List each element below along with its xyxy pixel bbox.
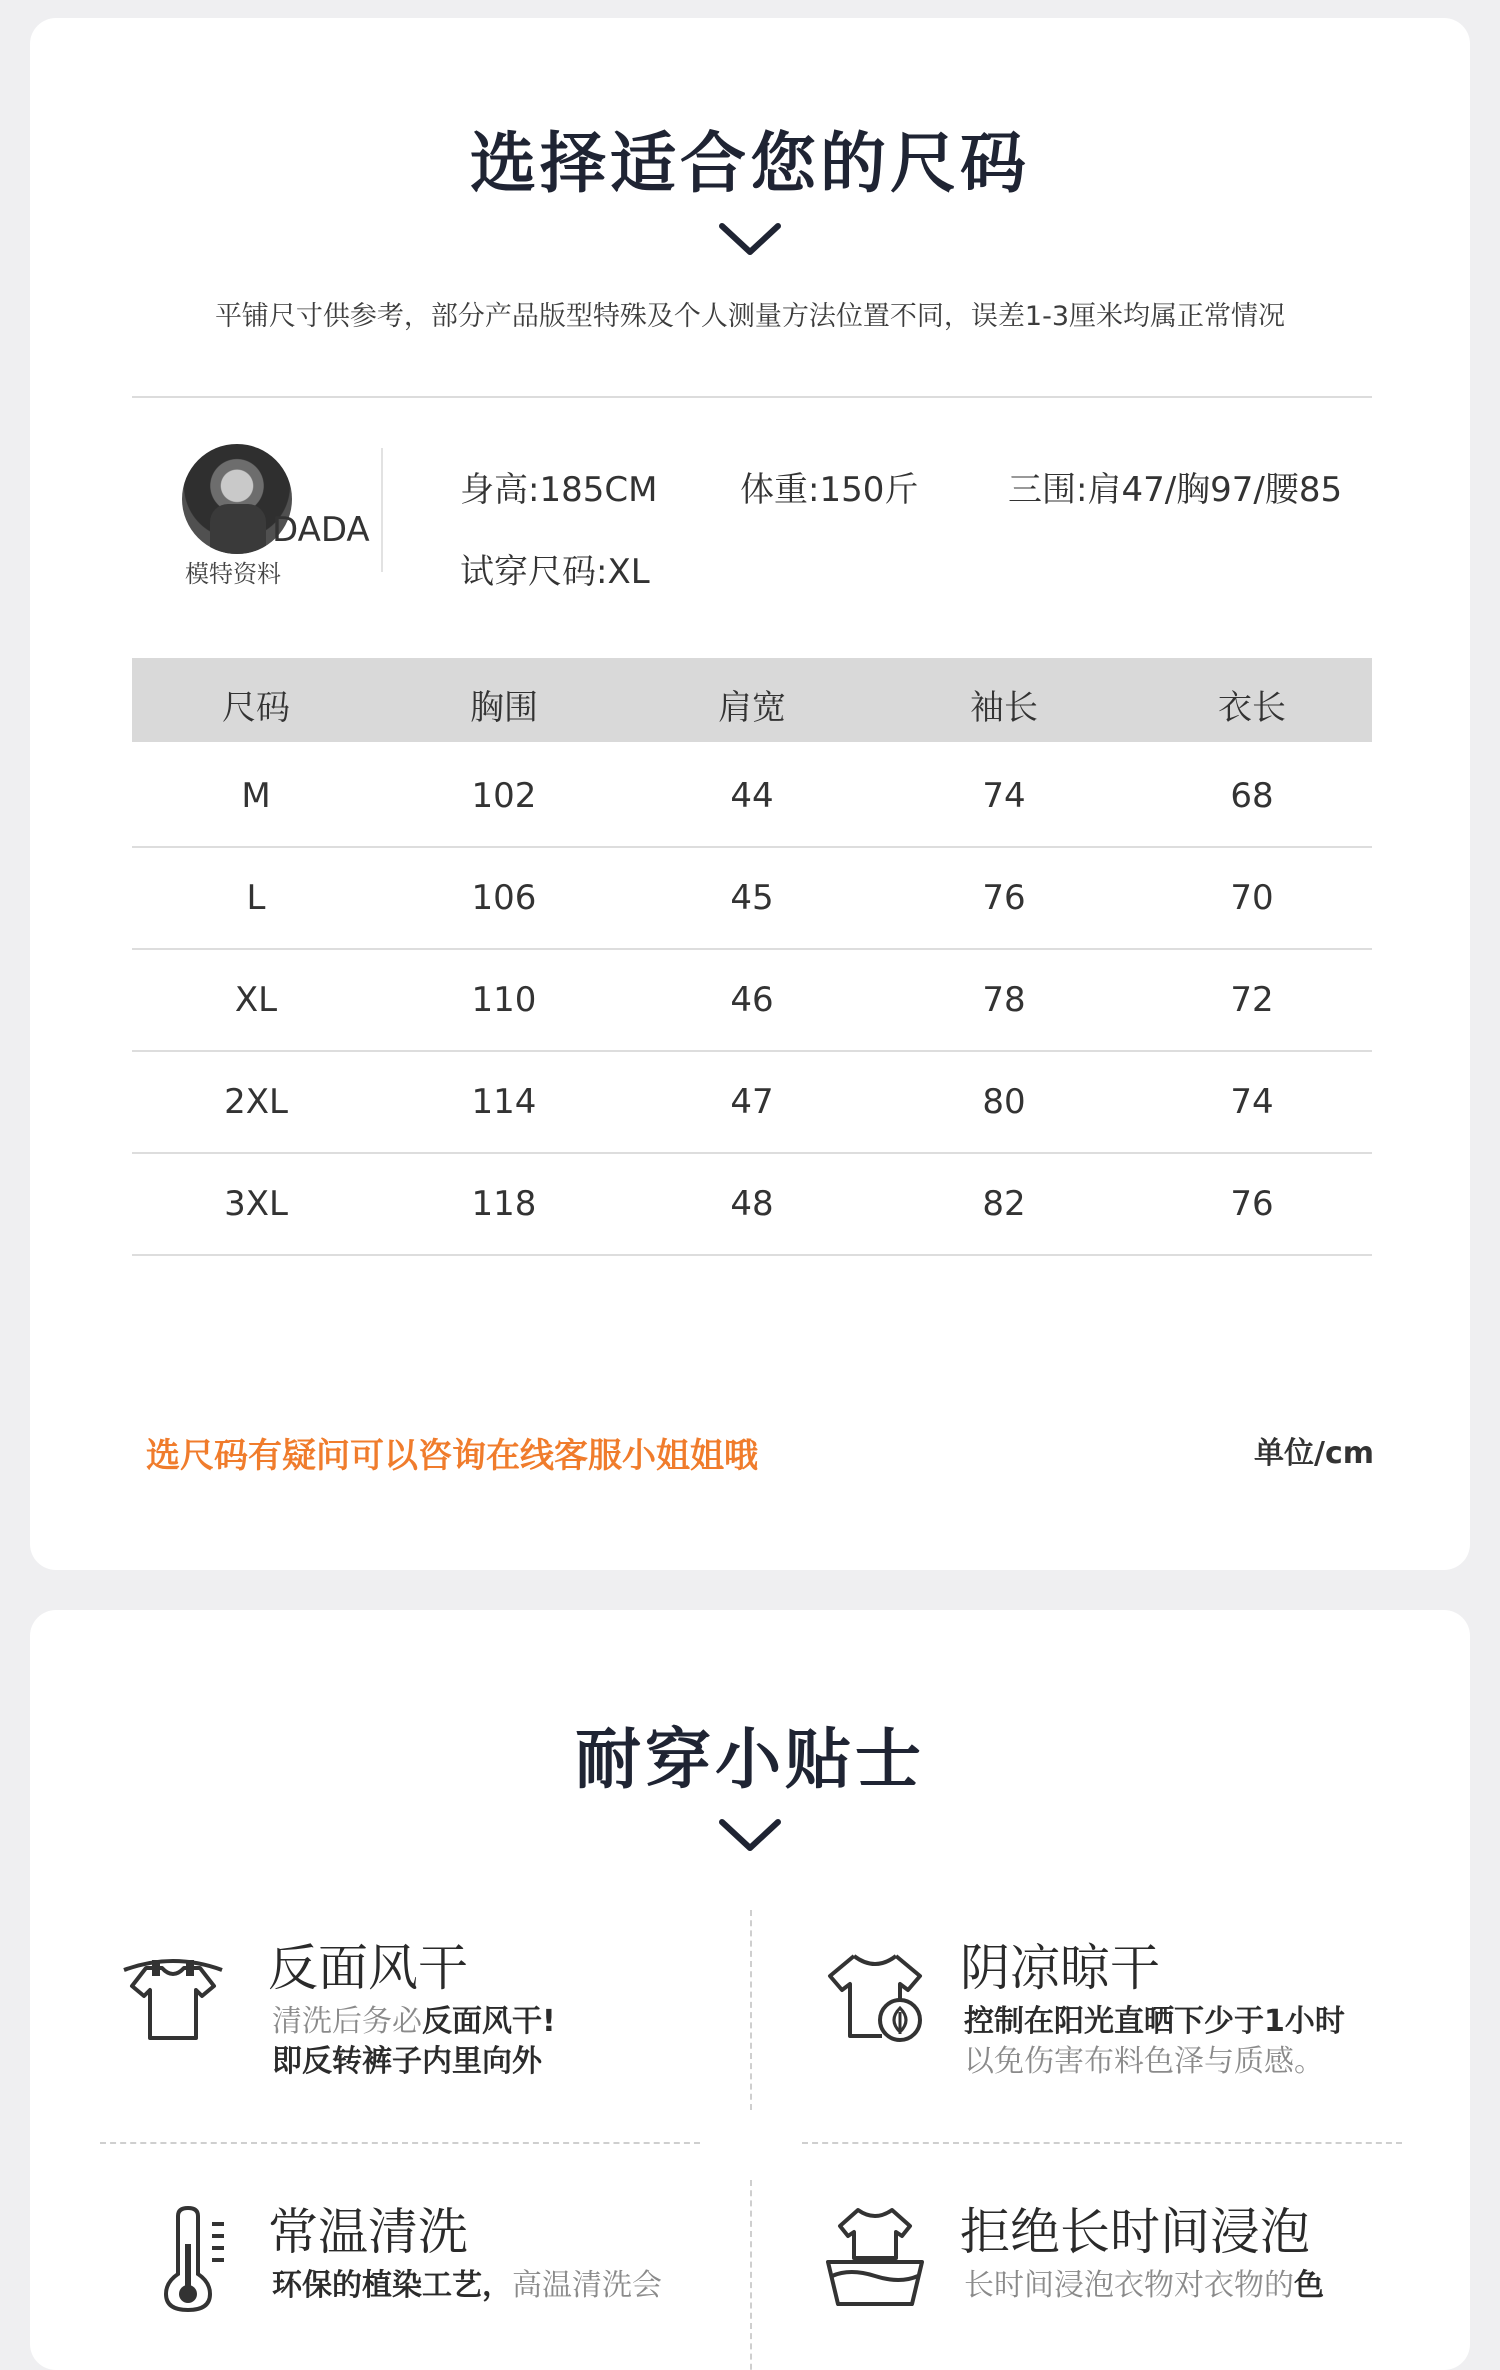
model-height: 身高:185CM (460, 470, 658, 510)
tip-title: 拒绝长时间浸泡 (960, 2203, 1310, 2261)
size-note: 平铺尺寸供参考，部分产品版型特殊及个人测量方法位置不同，误差1-3厘米均属正常情况 (214, 301, 1286, 332)
tip-body: 即反转裤子内里向外 (272, 2044, 542, 2079)
tip-body: 清洗后务必反面风干! (272, 2004, 556, 2039)
column-header: 肩宽 (718, 688, 786, 728)
table-cell: 110 (471, 980, 537, 1020)
size-guide-title: 选择适合您的尺码 (470, 125, 1030, 202)
shirt-leaf-icon (820, 1946, 930, 2046)
table-cell: 47 (730, 1082, 774, 1122)
divider (802, 2142, 1402, 2144)
table-cell: 102 (471, 776, 537, 816)
model-weight: 体重:150斤 (740, 470, 919, 510)
divider (132, 396, 1372, 398)
chevron-down-icon (718, 1818, 782, 1854)
column-header: 胸围 (470, 688, 538, 728)
model-caption: 模特资料 (185, 560, 281, 588)
table-cell: 82 (982, 1184, 1026, 1224)
model-measurements: 三围:肩47/胸97/腰85 (1008, 470, 1343, 510)
table-cell: 3XL (224, 1184, 288, 1224)
divider (381, 448, 383, 572)
tip-body: 以免伤害布料色泽与质感。 (964, 2044, 1324, 2079)
divider (750, 2180, 752, 2370)
tip-body: 控制在阳光直晒下少于1小时 (964, 2004, 1345, 2039)
column-header: 尺码 (222, 688, 290, 728)
row-divider (132, 1050, 1372, 1052)
tip-body: 长时间浸泡衣物对衣物的色 (964, 2268, 1324, 2303)
thermometer-icon (150, 2204, 240, 2314)
table-cell: 68 (1230, 776, 1274, 816)
care-tips-title: 耐穿小贴士 (575, 1721, 925, 1798)
table-cell: 70 (1230, 878, 1274, 918)
table-cell: 76 (982, 878, 1026, 918)
model-name: DADA (272, 510, 370, 550)
tip-title: 常温清洗 (268, 2203, 468, 2261)
shirt-hanger-icon (118, 1946, 228, 2046)
table-cell: 80 (982, 1082, 1026, 1122)
table-cell: 2XL (224, 1082, 288, 1122)
soak-basin-icon (820, 2204, 930, 2314)
table-cell: XL (234, 980, 278, 1020)
row-divider (132, 1254, 1372, 1256)
table-cell: 106 (471, 878, 537, 918)
divider (750, 1910, 752, 2110)
table-cell: 74 (1230, 1082, 1274, 1122)
row-divider (132, 1152, 1372, 1154)
table-cell: 114 (471, 1082, 537, 1122)
unit-label: 单位/cm (1254, 1436, 1374, 1471)
table-cell: L (246, 878, 266, 918)
table-cell: 76 (1230, 1184, 1274, 1224)
table-cell: 78 (982, 980, 1026, 1020)
table-cell: 46 (730, 980, 774, 1020)
tip-title: 反面风干 (268, 1939, 468, 1997)
table-cell: 74 (982, 776, 1026, 816)
table-cell: 72 (1230, 980, 1274, 1020)
table-cell: 44 (730, 776, 774, 816)
consult-link[interactable]: 选尺码有疑问可以咨询在线客服小姐姐哦 (146, 1436, 758, 1476)
model-tried-size: 试穿尺码:XL (460, 552, 650, 592)
row-divider (132, 948, 1372, 950)
care-tips-card (30, 1610, 1470, 2370)
column-header: 衣长 (1218, 688, 1286, 728)
divider (100, 2142, 700, 2144)
chevron-down-icon (718, 222, 782, 258)
row-divider (132, 846, 1372, 848)
size-table-header (132, 658, 1372, 742)
tip-title: 阴凉晾干 (960, 1939, 1160, 1997)
tip-body: 环保的植染工艺，高温清洗会 (272, 2268, 662, 2303)
table-cell: M (241, 776, 271, 816)
table-cell: 118 (471, 1184, 537, 1224)
size-guide-card (30, 18, 1470, 1570)
column-header: 袖长 (970, 688, 1038, 728)
table-cell: 48 (730, 1184, 774, 1224)
table-cell: 45 (730, 878, 774, 918)
